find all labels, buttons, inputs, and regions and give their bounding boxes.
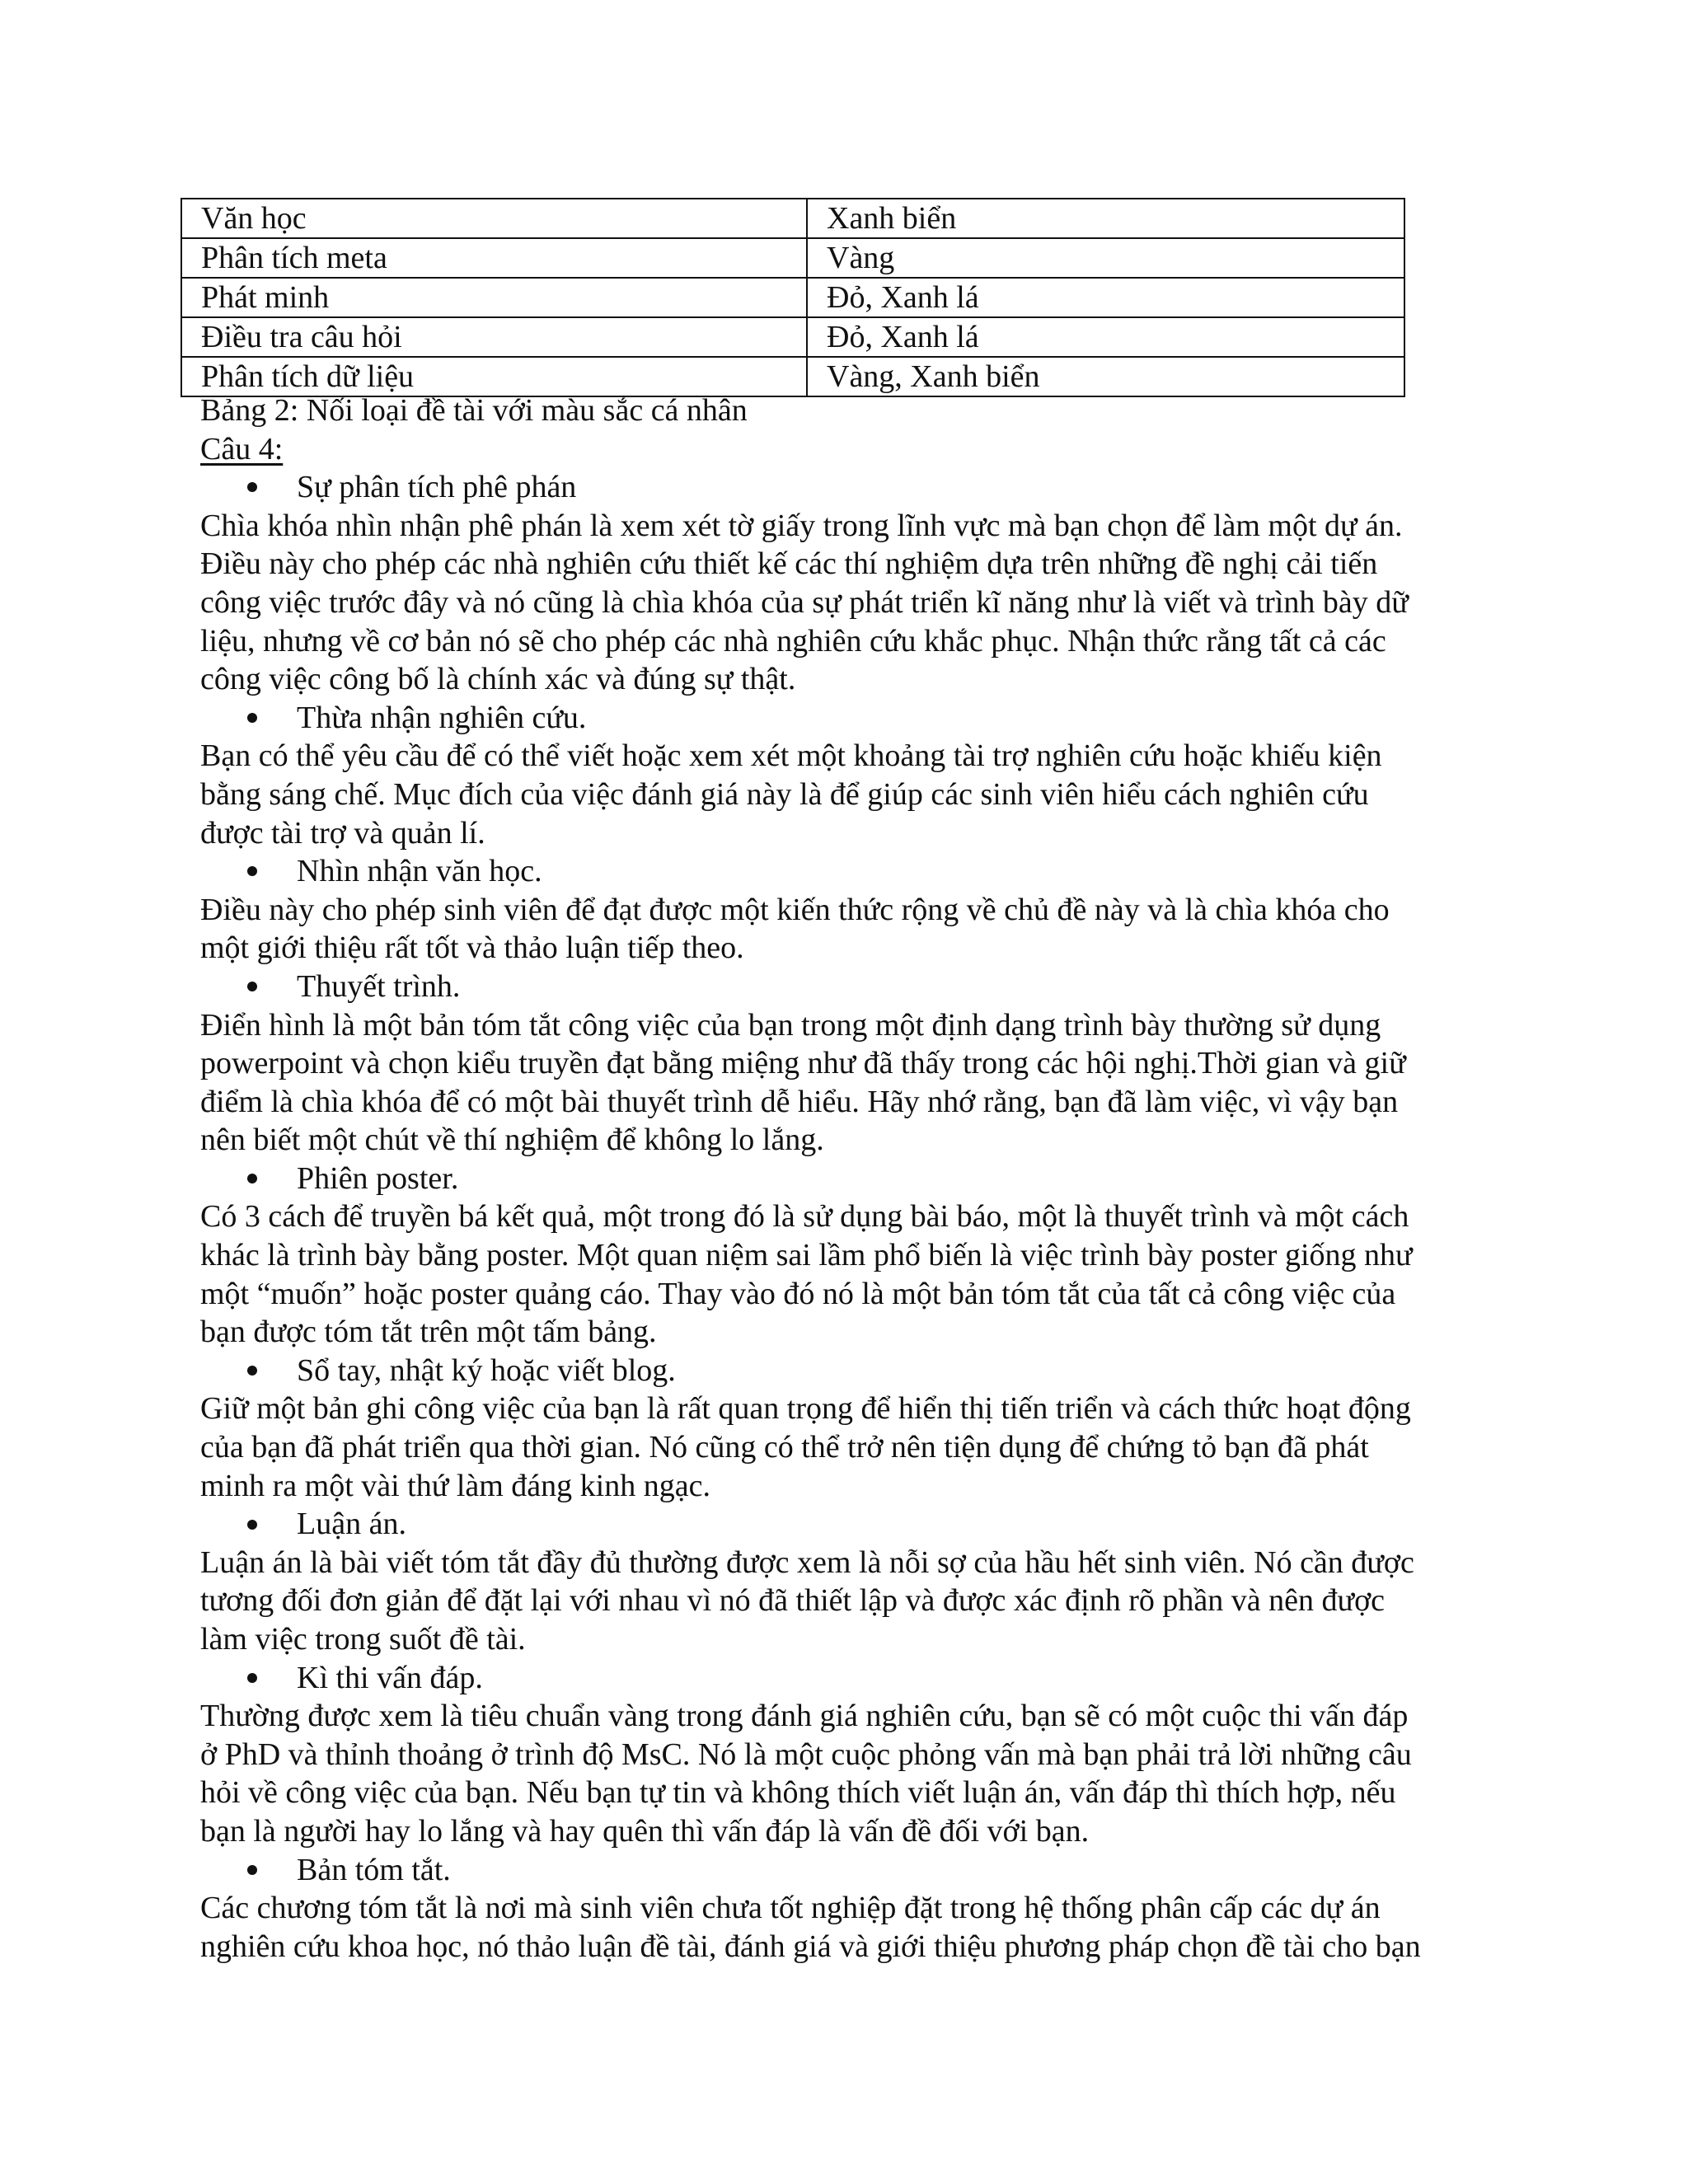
- section-summary: [200, 1851, 1503, 1966]
- paragraph-line: bạn được tóm tắt trên một tấm bảng.: [200, 1315, 657, 1350]
- bullet-dot-icon: [247, 1366, 257, 1376]
- table-cell-color: Đỏ, Xanh lá: [807, 278, 1404, 317]
- table-cell-color: Vàng, Xanh biển: [807, 357, 1404, 396]
- section-title: Thuyết trình.: [297, 968, 461, 1004]
- section-paragraph: [200, 1544, 1503, 1659]
- paragraph-line: Bạn có thể yêu cầu để có thể viết hoặc xem xét một khoảng tài trợ nghiên cứu hoặc khiếu kiện: [200, 738, 1382, 774]
- bullet-dot-icon: [247, 1865, 257, 1875]
- paragraph-line: Điều này cho phép sinh viên để đạt được một kiến thức rộng về chủ đề này và là chìa khóa cho: [200, 892, 1390, 927]
- paragraph-line: minh ra một vài thứ làm đáng kinh ngạc.: [200, 1468, 710, 1503]
- section-title: Sự phân tích phê phán: [297, 470, 577, 505]
- section-paragraph: [200, 1889, 1503, 1966]
- paragraph-line: của bạn đã phát triển qua thời gian. Nó cũng có thể trở nên tiện dụng để chứng tỏ bạn đã phát: [200, 1430, 1369, 1465]
- section-oral-exam: [200, 1659, 1503, 1851]
- paragraph-line: tương đối đơn giản để đặt lại với nhau vì nó đã thiết lập và được xác định rõ phần và nên được: [200, 1583, 1386, 1619]
- section-presentation: [200, 968, 1503, 1160]
- section-title: Kì thi vấn đáp.: [297, 1660, 483, 1695]
- paragraph-line: khác là trình bày bằng poster. Một quan niệm sai lầm phổ biến là việc trình bày poster giống như: [200, 1238, 1413, 1273]
- topic-color-table: [181, 198, 1405, 397]
- bullet-dot-icon: [247, 713, 257, 723]
- section-literature-review: [200, 852, 1503, 968]
- paragraph-line: Các chương tóm tắt là nơi mà sinh viên chưa tốt nghiệp đặt trong hệ thống phân cấp các dự án: [200, 1891, 1381, 1926]
- section-thesis: [200, 1505, 1503, 1658]
- section-bullet: [200, 1851, 1503, 1890]
- bullet-dot-icon: [247, 982, 257, 991]
- section-paragraph: [200, 737, 1503, 852]
- section-bullet: [200, 699, 1503, 738]
- table-caption: Bảng 2: Nối loại đề tài với màu sắc cá nhân: [200, 393, 748, 428]
- table-cell-topic: Văn học: [181, 199, 807, 238]
- question-heading: [200, 430, 1503, 469]
- section-paragraph: [200, 891, 1503, 968]
- bullet-dot-icon: [247, 1673, 257, 1683]
- section-bullet: [200, 1352, 1503, 1390]
- paragraph-line: một “muốn” hoặc poster quảng cáo. Thay vào đó nó là một bản tóm tắt của tất cả công việc của: [200, 1276, 1396, 1311]
- section-paragraph: [200, 1390, 1503, 1505]
- table-row: [181, 357, 1404, 396]
- paragraph-line: một giới thiệu rất tốt và thảo luận tiếp theo.: [200, 930, 744, 966]
- table-row: [181, 238, 1404, 278]
- paragraph-line: ở PhD và thỉnh thoảng ở trình độ MsC. Nó là một cuộc phỏng vấn mà bạn phải trả lời những câu: [200, 1736, 1412, 1772]
- section-title: Thừa nhận nghiên cứu.: [297, 700, 587, 735]
- table-cell-color: Xanh biển: [807, 199, 1404, 238]
- paragraph-line: Chìa khóa nhìn nhận phê phán là xem xét tờ giấy trong lĩnh vực mà bạn chọn để làm một dự án.: [200, 508, 1403, 543]
- bullet-dot-icon: [247, 482, 257, 492]
- section-poster-session: [200, 1160, 1503, 1352]
- bullet-dot-icon: [247, 866, 257, 876]
- paragraph-line: Luận án là bài viết tóm tắt đầy đủ thường được xem là nỗi sợ của hầu hết sinh viên. Nó cần được: [200, 1544, 1414, 1580]
- question-heading-text: Câu 4:: [200, 431, 284, 466]
- table-cell-topic: Phân tích dữ liệu: [181, 357, 807, 396]
- paragraph-line: bạn là người hay lo lắng và hay quên thì vấn đáp là vấn đề đối với bạn.: [200, 1813, 1090, 1849]
- table-cell-topic: Phân tích meta: [181, 238, 807, 278]
- paragraph-line: công việc trước đây và nó cũng là chìa khóa của sự phát triển kĩ năng như là viết và trình bày dữ: [200, 584, 1409, 620]
- section-bullet: [200, 1659, 1503, 1698]
- paragraph-line: làm việc trong suốt đề tài.: [200, 1622, 526, 1657]
- paragraph-line: được tài trợ và quản lí.: [200, 815, 485, 851]
- section-paragraph: [200, 507, 1503, 699]
- paragraph-line: điểm là chìa khóa để có một bài thuyết trình dễ hiểu. Hãy nhớ rằng, bạn đã làm việc, vì vậy bạn: [200, 1084, 1399, 1119]
- table-row: [181, 199, 1404, 238]
- section-research-acknowledgement: [200, 699, 1503, 852]
- section-bullet: [200, 1160, 1503, 1198]
- table-cell-topic: Phát minh: [181, 278, 807, 317]
- section-bullet: [200, 1505, 1503, 1544]
- table-cell-color: Vàng: [807, 238, 1404, 278]
- section-paragraph: [200, 1006, 1503, 1160]
- table-row: [181, 278, 1404, 317]
- section-title: Phiên poster.: [297, 1160, 459, 1196]
- section-critical-analysis: [200, 468, 1503, 699]
- section-title: Sổ tay, nhật ký hoặc viết blog.: [297, 1352, 676, 1388]
- paragraph-line: nghiên cứu khoa học, nó thảo luận đề tài, đánh giá và giới thiệu phương pháp chọn đề tài cho bạn: [200, 1929, 1421, 1964]
- section-bullet: [200, 852, 1503, 891]
- paragraph-line: Giữ một bản ghi công việc của bạn là rất quan trọng để hiển thị tiến triển và cách thức hoạt động: [200, 1391, 1411, 1427]
- table-cell-color: Đỏ, Xanh lá: [807, 317, 1404, 357]
- paragraph-line: nên biết một chút về thí nghiệm để không lo lắng.: [200, 1122, 824, 1158]
- paragraph-line: Thường được xem là tiêu chuẩn vàng trong đánh giá nghiên cứu, bạn sẽ có một cuộc thi vấn đáp: [200, 1699, 1409, 1734]
- paragraph-line: liệu, nhưng về cơ bản nó sẽ cho phép các nhà nghiên cứu khắc phục. Nhận thức rằng tất cả các: [200, 623, 1386, 658]
- paragraph-line: Có 3 cách để truyền bá kết quả, một trong đó là sử dụng bài báo, một là thuyết trình và một cách: [200, 1199, 1409, 1235]
- table-row: [181, 317, 1404, 357]
- table-cell-topic: Điều tra câu hỏi: [181, 317, 807, 357]
- paragraph-line: Điển hình là một bản tóm tắt công việc của bạn trong một định dạng trình bày thường sử dụng: [200, 1007, 1381, 1043]
- section-paragraph: [200, 1697, 1503, 1850]
- section-paragraph: [200, 1197, 1503, 1351]
- section-bullet: [200, 968, 1503, 1006]
- section-title: Nhìn nhận văn học.: [297, 854, 542, 889]
- paragraph-line: bằng sáng chế. Mục đích của việc đánh giá này là để giúp các sinh viên hiểu cách nghiên cứu: [200, 776, 1369, 812]
- bullet-dot-icon: [247, 1520, 257, 1530]
- section-notebook-blog: [200, 1352, 1503, 1505]
- section-title: Luận án.: [297, 1507, 406, 1542]
- section-bullet: [200, 468, 1503, 507]
- paragraph-line: Điều này cho phép các nhà nghiên cứu thiết kế các thí nghiệm dựa trên những đề nghị cải tiến: [200, 546, 1378, 582]
- paragraph-line: công việc công bố là chính xác và đúng sự thật.: [200, 662, 796, 697]
- paragraph-line: powerpoint và chọn kiểu truyền đạt bằng miệng như đã thấy trong các hội nghị.Thời gian và giữ: [200, 1046, 1406, 1081]
- bullet-dot-icon: [247, 1174, 257, 1183]
- section-title: Bản tóm tắt.: [297, 1852, 451, 1887]
- paragraph-line: hỏi về công việc của bạn. Nếu bạn tự tin và không thích viết luận án, vấn đáp thì thích hợp, nếu: [200, 1775, 1396, 1811]
- document-body: [200, 391, 1503, 1966]
